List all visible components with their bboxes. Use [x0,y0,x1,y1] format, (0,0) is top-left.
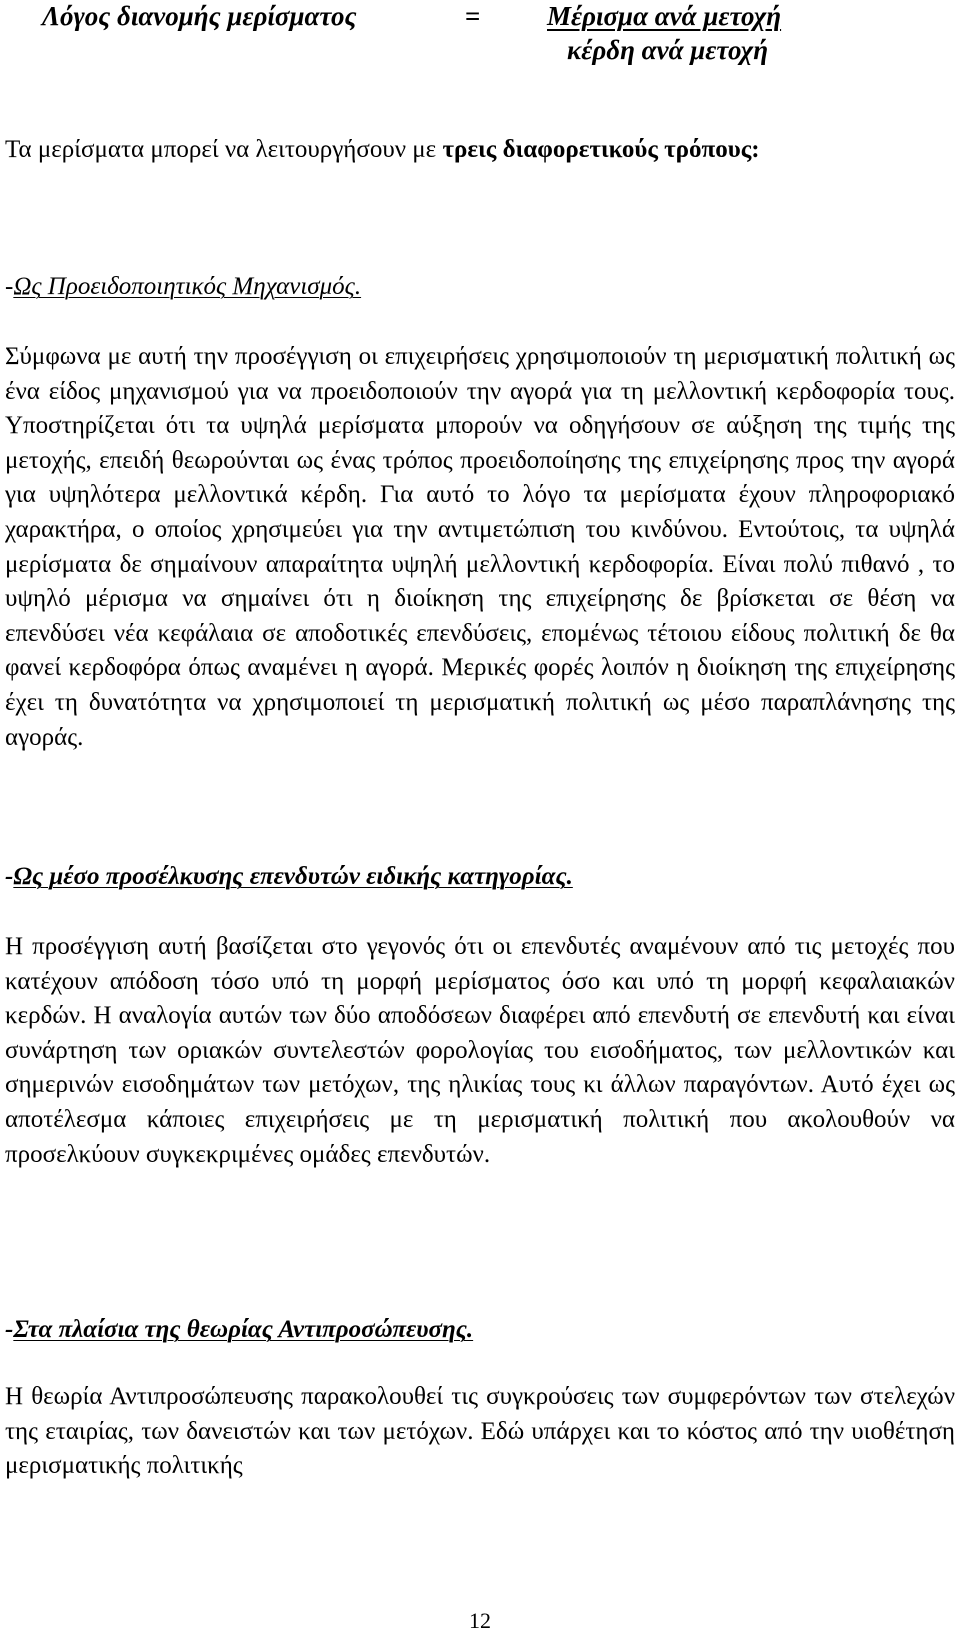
formula-numerator: Μέρισμα ανά μετοχή [547,1,782,31]
section-heading-investor-attraction [5,860,955,894]
section-dash: - [5,863,14,890]
payout-ratio-formula [42,0,942,72]
section-heading-text: Ως μέσο προσέλκυσης επενδυτών ειδικής κατηγορίας. [13,863,573,890]
section-dash: - [5,1316,14,1343]
formula-equals-sign: = [465,1,481,31]
intro-bold-text: τρεις διαφορετικούς τρόπους: [442,136,760,163]
section-heading-text: Στα πλαίσια της θεωρίας Αντιπροσώπευσης. [13,1316,474,1343]
page-number: 12 [469,1608,491,1633]
section-dash: - [5,273,14,300]
section-paragraph-warning-mechanism: Σύμφωνα με αυτή την προσέγγιση οι επιχειρήσεις χρησιμοποιούν τη μερισματική πολιτική ως ένα είδος μηχανισμού για να προειδοποιούν την αγορά για τη μελλοντική κερδοφορία τους. Υποστηρίζεται ότι τα υψηλά μερίσματα μπορούν να οδηγήσουν σε αύξηση της τιμής της μετοχής, επειδή θεωρούνται ως ένας τρόπος προειδοποίησης της επιχείρησης προς την αγορά για υψηλότερα μελλοντικά κέρδη. Για αυτό το λόγο τα μερίσματα έχουν πληροφοριακό χαρακτήρα, ο οποίος χρησιμεύει για την αντιμετώπιση του κινδύνου. Εντούτοις, τα υψηλά μερίσματα δε σημαίνουν απαραίτητα υψηλή μελλοντική κερδοφορία. Είναι πολύ πιθανό , το υψηλό μέρισμα να σημαίνει ότι η διοίκηση της επιχείρησης δε βρίσκεται σε θέση να επενδύσει νέα κεφάλαια σε αποδοτικές επενδύσεις, επομένως τέτοιου είδους πολιτική δε θα φανεί κερδοφόρα όπως αναμένει η αγορά. Μερικές φορές λοιπόν η διοίκηση της επιχείρησης έχει τη δυνατότητα να χρησιμοποιεί τη μερισματική πολιτική ως μέσο παραπλάνησης της αγοράς. [5,343,955,751]
section-heading-warning-mechanism [5,270,955,304]
section-heading-text: Ως Προειδοποιητικός Μηχανισμός. [13,273,362,300]
section-paragraph-investor-attraction: Η προσέγγιση αυτή βασίζεται στο γεγονός ότι οι επενδυτές αναμένουν από τις μετοχές που κατέχουν απόδοση τόσο υπό τη μορφή μερίσματος όσο και υπό τη μορφή κεφαλαιακών κερδών. Η αναλογία αυτών των δύο αποδόσεων διαφέρει από επενδυτή σε επενδυτή και είναι συνάρτηση των οριακών συντελεστών φορολογίας του εισοδήματος, των μελλοντικών και σημερινών εισοδημάτων των μετόχων, της ηλικίας τους κι άλλων παραγόντων. Αυτό έχει ως αποτέλεσμα κάποιες επιχειρήσεις με τη μερισματική πολιτική που ακολουθούν να προσελκύουν συγκεκριμένες ομάδες επενδυτών. [5,933,955,1168]
formula-denominator: κέρδη ανά μετοχή [567,35,769,65]
section-paragraph-agency-theory: Η θεωρία Αντιπροσώπευσης παρακολουθεί τις συγκρούσεις των συμφερόντων των στελεχών της εταιρίας, των δανειστών και των μετόχων. Εδώ υπάρχει και το κόστος από την υιοθέτηση μερισματικής πολιτικής [5,1383,955,1480]
intro-paragraph [5,133,955,168]
intro-text: Τα μερίσματα μπορεί να λειτουργήσουν με [5,136,443,163]
section-heading-agency-theory [5,1313,955,1347]
formula-lhs: Λόγος διανομής μερίσματος [42,1,357,31]
